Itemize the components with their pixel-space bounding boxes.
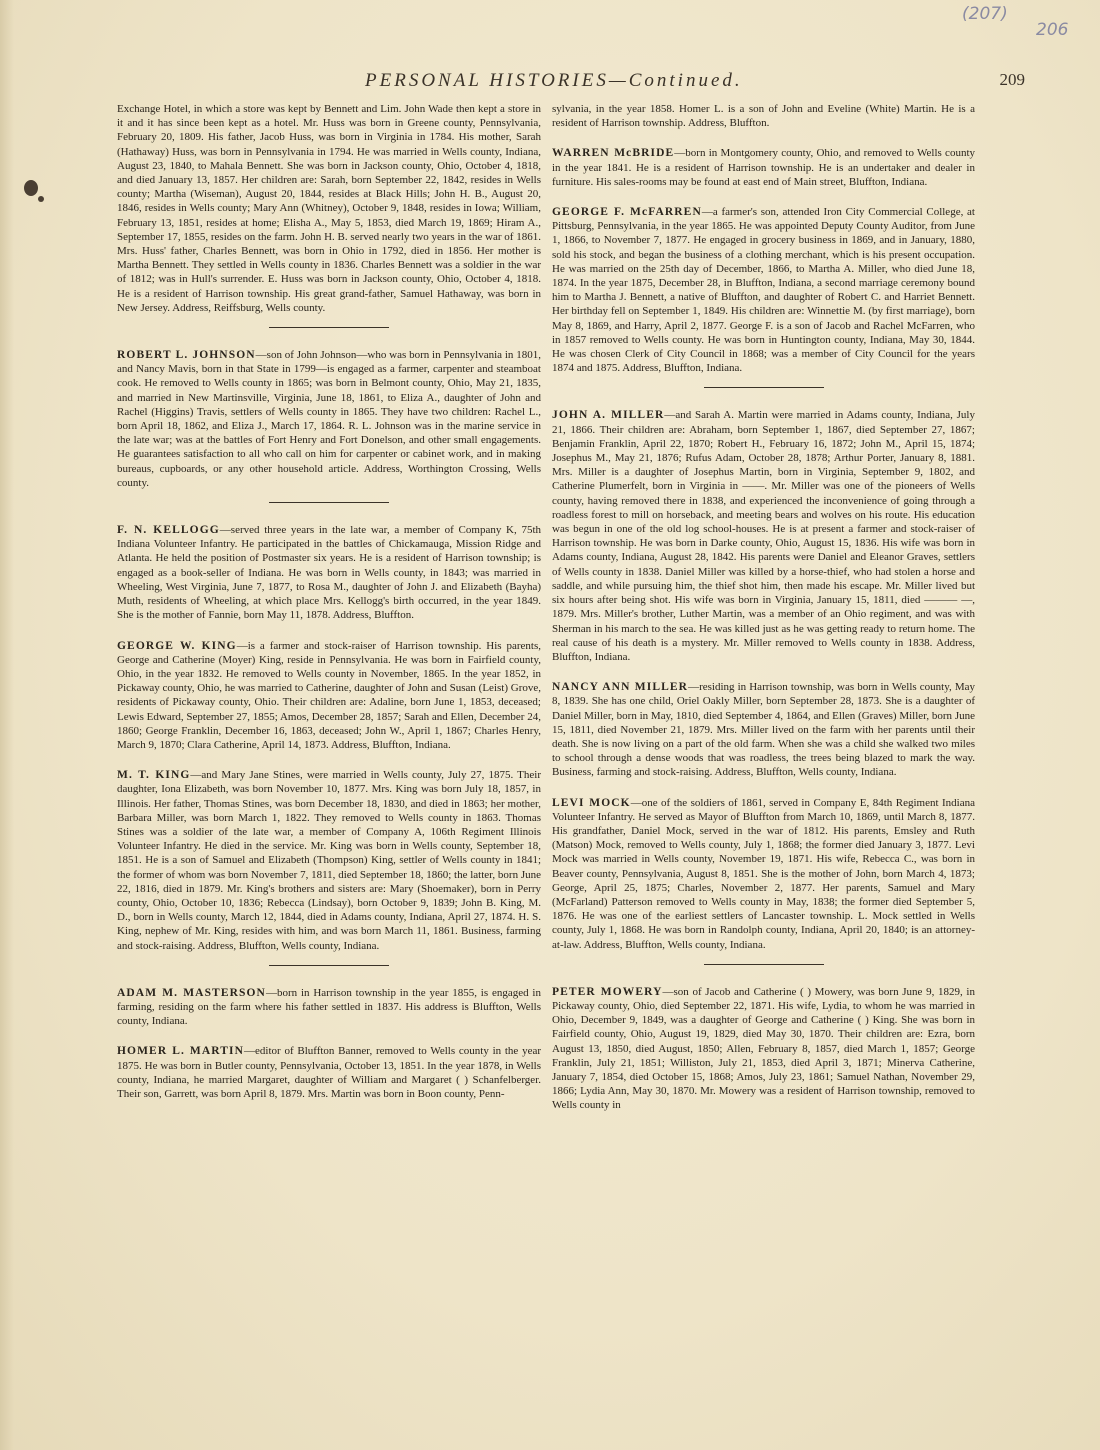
biography-entry	[117, 102, 541, 315]
section-divider	[269, 502, 389, 503]
entry-name: JOHN A. MILLER	[552, 409, 665, 422]
page-header	[365, 70, 1025, 96]
entry-text: —and Sarah A. Martin were married in Adams county, Indiana, July 21, 1866. Their children are: Abraham, born September 1, 1867, died September 27, 1867; Benjamin Franklin, April 22, 1870; Robert H., February 16, 1872; John M., April 15, 1874; Josephus M., May 21, 1876; Rufus Adam, October 28, 1878; Arthur Porter, January 8, 1881. Mrs. Miller is a daughter of Josephus Martin, born in Virginia, September 9, 1802, and Catherine Plumerfelt, born in Virginia in ——. Mr. Miller was one of the pioneers of Wells county, having removed there in 1838, and experienced the inconvenience of going through a roadless forest to mill on horseback, and meeting bears and wolves on his route. His education was begun in one of the old log school-houses. He is at present a farmer and stock-raiser of Harrison township. He was born in Darke county, Ohio, August 15, 1836. His wife was born in Adams county, Indiana, August 28, 1842. His parents were Daniel and Eleanor Graves, settlers of Wells county in 1838. Daniel Miller was killed by a horse-thief, who had stolen a horse and saddle, and while pursuing him, the thief shot him, then made his escape. Mr. Miller lived but six hours after being shot. His wife was born in Virginia, January 15, 1811, died ——— —, 1879. Mrs. Miller's brother, Luther Martin, was a member of an Ohio regiment, and was with Sherman in his march to the sea. He was killed just as he was getting ready to return home. The real cause of his death is a mystery. Mr. Miller removed to Wells county in 1838. Address, Bluffton, Indiana.	[552, 409, 975, 663]
left-text-column	[117, 102, 541, 1101]
biography-entry	[117, 768, 541, 953]
entry-spacer	[117, 1028, 541, 1044]
entry-name: GEORGE W. KING	[117, 639, 237, 652]
page-number: 209	[999, 70, 1025, 89]
biography-entry	[552, 102, 975, 130]
section-divider	[704, 387, 824, 388]
right-text-column	[552, 102, 975, 1113]
entry-text: —a farmer's son, attended Iron City Commercial College, at Pittsburg, Pennsylvania, in the year 1865. He was appointed Deputy County Auditor, from June 1, 1866, to November 7, 1877. He engaged in grocery business in 1869, and in January, 1880, sold his stock, and began the business of a clothing merchant, which is his present occupation. He was married on the 25th day of December, 1866, to Martha A. Miller, who died June 18, 1874. In the year 1875, December 28, in Bluffton, Indiana, a second marriage ceremony bound him to Martha J. Bennett, a native of Bluffton, and daughter of Robert C. and Harriet Bennett. Her birthday fell on September 1, 1849. His children are: Winnettie M. (by first marriage), born May 8, 1869, and Harry, April 2, 1877. George F. is a son of Jacob and Rachel McFarren, who in 1857 removed to Wells county. He was born in Huntington county, Indiana, May 30, 1844. He was chosen Clerk of City Council in 1868; was a member of City Council for the years 1874 and 1875. Address, Bluffton, Indiana.	[552, 206, 975, 375]
entry-spacer	[552, 189, 975, 205]
entry-text: —is a farmer and stock-raiser of Harrison township. His parents, George and Catherine (Moyer) King, reside in Pennsylvania. He was born in Fairfield county, Ohio, in the year 1832. He removed to Wells county in November, 1865. In the year 1852, in Pickaway county, Ohio, he was married to Catherine, daughter of John and Susan (Leist) Grove, residents of Pickaway county, Ohio. Their children are: Adaline, born June 1, 1853, deceased; Lewis Edward, September 27, 1855; Amos, December 28, 1857; Sarah and Ellen, December 24, 1860; George Franklin, December 16, 1863, deceased; John W., April 1, 1867; Charles Henry, March 9, 1870; Clara Catherine, April 14, 1873. Address, Bluffton, Indiana.	[117, 639, 541, 751]
entry-text: —son of John Johnson—who was born in Pennsylvania in 1801, and Nancy Mavis, born in that State in 1799—is engaged as a farmer, carpenter and steamboat cook. He removed to Wells county in 1865; was born in Belmont county, Ohio, May 21, 1835, and married in New Martinsville, Virginia, June 18, 1861, to Eliza A., daughter of John and Rachel (Higgins) Travis, settlers of Wells county in 1865. They have two children: Rachel L., born April 18, 1862, and Eliza J., March 17, 1864. R. L. Johnson was in the marine service in the late war; was at the battles of Fort Henry and Fort Donelson, and other small engagements. He guarantees satisfaction to all who call on him for carpenter or cabinet work, and in making bureaus, cupboards, or any other household article. Address, Worthington Crossing, Wells county.	[117, 349, 541, 489]
entry-name: M. T. KING	[117, 769, 191, 782]
entry-name: GEORGE F. McFARREN	[552, 206, 702, 219]
entry-text: —and Mary Jane Stines, were married in Wells county, July 27, 1875. Their daughter, Iona Elizabeth, was born November 10, 1877. Mrs. King was born July 18, 1857, in Illinois. Her father, Thomas Stines, was born December 18, 1830, and died in 1863; her mother, Barbara Miller, was born March 1, 1822. They removed to Wells county in 1863. Thomas Stines was a soldier of the late war, a member of Company A, 106th Regiment Illinois Volunteer Infantry. He died in the service. Mr. King was born in Wells county, September 18, 1851. He is a son of Samuel and Elizabeth (Thompson) King, settler of Wells county in 1841; the former of whom was born November 7, 1811, died September 18, 1860; the latter, born June 22, 1816, died in 1879. Mr. King's brothers and sisters are: Mary (Shoemaker), born in Perry county, Ohio, October 10, 1836; Rebecca (Lindsay), born October 9, 1839; John B. King, M. D., born in Wells county, March 12, 1844, died in Adams county, Indiana, April 27, 1874. H. S. King, nephew of Mr. King, resides with him, and was born March 11, 1861. Business, farming and stock-raising. Address, Bluffton, Wells county, Indiana.	[117, 769, 541, 952]
entry-text: —born in Montgomery county, Ohio, and removed to Wells county in the year 1841. He is a resident of Harrison township. He is an undertaker and dealer in furniture. His sales-rooms may be found at east end of Main street, Bluffton, Indiana.	[552, 147, 975, 188]
biography-entry	[552, 205, 975, 375]
biography-entry	[552, 796, 975, 952]
entry-name: ADAM M. MASTERSON	[117, 986, 266, 999]
section-divider	[269, 965, 389, 966]
section-divider	[704, 964, 824, 965]
entry-text: —son of Jacob and Catherine ( ) Mowery, was born June 9, 1829, in Pickaway county, Ohio, died September 22, 1871. His wife, Lydia, to whom he was married in Ohio, December 9, 1849, was a daughter of George and Catherine ( ) King. She was born in Fairfield county, Ohio, August 19, 1829, died May 30, 1870. Their children are: Ezra, born August 13, 1850, died August, 1850; Allen, February 8, 1857, died March 1, 1857; George Franklin, July 21, 1851; Williston, July 21, 1853, died April 3, 1871; Minerva Catherine, January 7, 1854, died October 15, 1868; Amos, July 23, 1861; Samuel Nathan, November 29, 1866; Lydia Ann, May 30, 1870. Mr. Mowery was a resident of Harrison township, removed to Wells county in	[552, 985, 975, 1112]
entry-text: —one of the soldiers of 1861, served in Company E, 84th Regiment Indiana Volunteer Infantry. He served as Mayor of Bluffton from March 10, 1869, until March 8, 1877. His grandfather, Daniel Mock, served in the war of 1812. His parents, Emsley and Ruth (Matson) Mock, removed to Wells county, July 1, 1868; the former died January 3, 1877. Levi Mock was married in Wells county, November 19, 1871. His wife, Rebecca C., was born in Beaver county, Pennsylvania, August 8, 1851. She is the mother of John, born March 4, 1873; George, April 25, 1875; Charles, November 2, 1877. Her parents, Samuel and Mary (McFarland) Patterson removed to Wells county in May, 1838; the former died September 5, 1876. He was one of the earliest settlers of Lancaster township. L. Mock settled in Wells county, July 1, 1868. He was born in Randolph county, Indiana, April 20, 1840; is an attorney-at-law. Address, Bluffton, Wells county, Indiana.	[552, 796, 975, 951]
biography-entry	[117, 986, 541, 1029]
entry-text: —residing in Harrison township, was born in Wells county, May 8, 1839. She has one child, Oriel Oakly Miller, born September 28, 1873. She is a daughter of Daniel Miller, born in May, 1810, died September 4, 1864, and Ellen (Graves) Miller, born June 15, 1811, died November 21, 1879. Mrs. Miller lived on the farm with her parents until their death. She is now living on a part of the old farm. When she was a child she walked two miles to school through a dense woods that was roadless, the trees being blazed to mark the way. Business, farming and stock-raising. Address, Bluffton, Wells county, Indiana.	[552, 681, 975, 779]
ink-spot	[38, 196, 44, 202]
entry-spacer	[117, 623, 541, 639]
biography-entry	[552, 985, 975, 1113]
section-divider	[269, 327, 389, 328]
pencil-note-page-number: (207)	[962, 4, 1008, 24]
entry-text: —born in Harrison township in the year 1855, is engaged in farming, residing on the farm where his father settled in 1837. His address is Bluffton, Wells county, Indiana.	[117, 986, 541, 1028]
entry-text: —editor of Bluffton Banner, removed to Wells county in the year 1875. He was born in Butler county, Pennsylvania, October 13, 1851. In the year 1878, in Wells county, Indiana, he married Margaret, daughter of William and Margaret ( ) Schanfelberger. Their son, Garrett, was born April 8, 1879. Mrs. Martin was born in Boon county, Penn-	[117, 1045, 541, 1100]
biography-entry	[117, 1044, 541, 1101]
entry-name: WARREN McBRIDE	[552, 147, 675, 160]
biography-entry	[117, 523, 541, 622]
entry-spacer	[552, 780, 975, 796]
entry-spacer	[552, 664, 975, 680]
entry-spacer	[117, 752, 541, 768]
biography-entry	[552, 146, 975, 189]
entry-name: ROBERT L. JOHNSON	[117, 349, 256, 362]
entry-name: HOMER L. MARTIN	[117, 1045, 245, 1058]
entry-name: F. N. KELLOGG	[117, 524, 220, 537]
biography-entry	[552, 408, 975, 664]
entry-text: sylvania, in the year 1858. Homer L. is a son of John and Eveline (White) Martin. He is a resident of Harrison township. Address, Bluffton.	[552, 103, 975, 130]
pencil-note-alt-number: 206	[1036, 20, 1069, 40]
entry-text: Exchange Hotel, in which a store was kept by Bennett and Lim. John Wade then kept a store in it and it has since been kept as a hotel. Mr. Huss was born in Greene county, Pennsylvania, February 20, 1809. His father, Jacob Huss, was born in Virginia in 1784. His mother, Sarah (Hathaway) Huss, was born in Pennsylvania in 1794. He was married in Wells county, Indiana, August 23, 1840, to Mahala Bennett. She was born in Jackson county, Ohio, October 4, 1818, and died January 13, 1857. Her children are: Sarah, born September 22, 1842, resides in Wells county; Martha (Wiseman), August 20, 1844, resides at Black Hills; John H. B., August 20, 1846, resides in Wells county; Mary Ann (Whitney), October 9, 1848, resides in Iowa; William, February 13, 1851, resides at home; Elisha A., May 5, 1853, died March 19, 1869; Hiram A., September 17, 1855, resides on the farm. John H. B. served nearly two years in the war of 1861. Mrs. Huss' father, Charles Bennett, was born in Ohio in 1792, died in 1856. Her mother is Martha Bennett. They settled in Wells county in 1836. Charles Bennett was a soldier in the war of 1812; was in Hull's surrender. E. Huss was born in Jackson county, Ohio, October 4, 1818. He is a resident of Harrison township. His great grand-father, Samuel Hathaway, was born in New Jersey. Address, Reiffsburg, Wells county.	[117, 103, 541, 314]
entry-spacer	[552, 130, 975, 146]
page-edge-shadow	[0, 0, 14, 1450]
biography-entry	[117, 639, 541, 753]
entry-name: LEVI MOCK	[552, 796, 631, 809]
entry-text: —served three years in the late war, a member of Company K, 75th Indiana Volunteer Infantry. He participated in the battles of Chickamauga, Mission Ridge and Atlanta. He held the position of Postmaster six years. He is a resident of Harrison township; is engaged as a book-seller of Indiana. He was born in Wells county, in 1843; was married in Wheeling, West Virginia, June 7, 1877, to Rosa M., daughter of John J. and Elizabeth (Bayha) Muth, residents of Wheeling, at which place Mrs. Kellogg's birth occurred, in the year 1849. She is the mother of Fannie, born May 11, 1878. Address, Bluffton.	[117, 524, 541, 622]
ink-spot	[24, 180, 38, 196]
biography-entry	[117, 348, 541, 490]
entry-name: PETER MOWERY	[552, 985, 663, 998]
running-title: PERSONAL HISTORIES—Continued.	[365, 70, 743, 91]
biography-entry	[552, 680, 975, 779]
entry-name: NANCY ANN MILLER	[552, 681, 689, 694]
